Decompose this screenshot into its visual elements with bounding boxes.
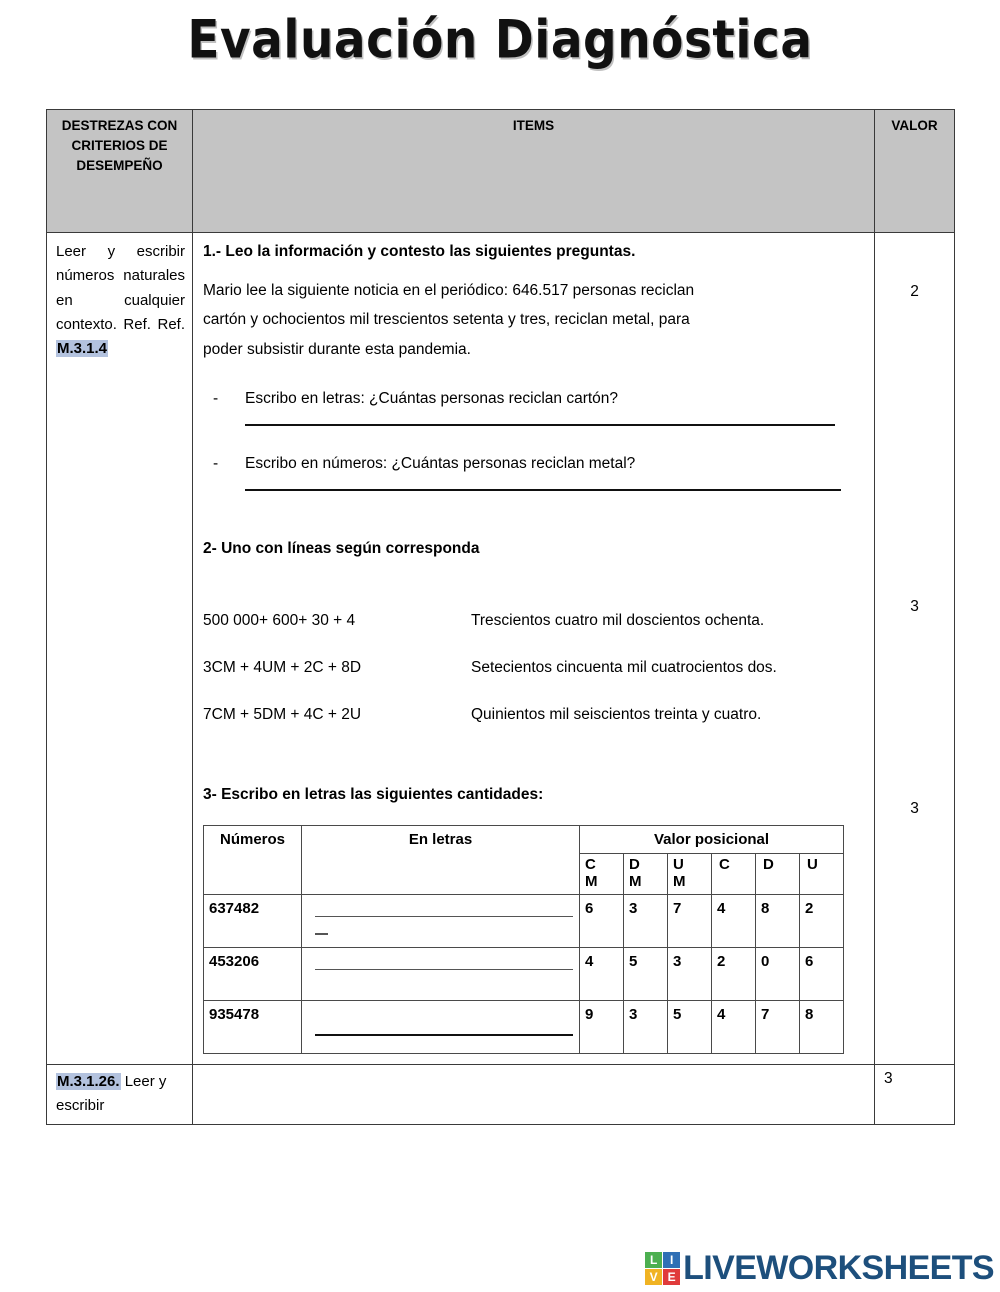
place-value-table [203,825,844,1054]
question-1-sub-a [203,388,860,410]
place-header-c: C [712,854,756,895]
table-row-criteria-2 [47,1064,955,1125]
digit-cell: 4 [580,947,624,1000]
place-header-u: U [800,854,844,895]
title-banner [0,0,1000,74]
logo-tile-i: I [663,1252,680,1268]
evaluation-table [46,109,955,1125]
table-row-criteria-1 [47,233,955,1065]
valor-score-1: 2 [910,283,919,300]
match-left-item[interactable]: 500 000+ 600+ 30 + 4 [203,611,356,629]
place-value-answer-cell[interactable] [302,947,580,1000]
place-value-header-row-1 [204,825,844,853]
place-header-d: D [756,854,800,895]
place-value-row [204,894,844,947]
place-value-numero: 453206 [204,947,302,1000]
inner-column-header-valor-posicional: Valor posicional [580,825,844,853]
place-header-cm-bottom: M [585,872,598,890]
column-header-destrezas: DESTREZAS CON CRITERIOS DE DESEMPEÑO [47,110,193,233]
logo-tiles-icon [645,1252,680,1285]
answer-line-1b[interactable] [245,489,841,491]
criteria-code-1: M.3.1.4 [57,340,108,358]
place-header-dm [624,854,668,895]
match-left-item[interactable]: 7CM + 5DM + 4C + 2U [203,705,362,723]
digit-cell: 7 [668,894,712,947]
criteria-text-2: Leer y escribir [56,1072,167,1114]
digit-cell: 3 [668,947,712,1000]
criteria-code-2: M.3.1.26. [57,1072,120,1090]
digit-cell: 4 [712,1000,756,1053]
place-value-numero: 935478 [204,1000,302,1053]
logo-tile-v: V [645,1269,662,1285]
logo-wordmark: LIVEWORKSHEETS [683,1249,994,1287]
valor-score-3: 3 [910,800,919,817]
inner-column-header-numeros: Números [204,825,302,894]
digit-cell: 2 [800,894,844,947]
page-title: Evaluación Diagnóstica [187,9,813,72]
match-row[interactable] [203,704,860,726]
place-value-answer-cell[interactable] [302,1000,580,1053]
match-row[interactable] [203,610,860,632]
place-value-numero: 637482 [204,894,302,947]
answer-line-row-1[interactable] [315,916,573,917]
question-3-heading: 3- Escribo en letras las siguientes cantidades: [203,785,544,803]
place-value-row [204,1000,844,1053]
criteria-cell-1 [47,233,193,1065]
match-right-item[interactable]: Quinientos mil seiscientos treinta y cuatro. [471,705,762,723]
answer-line-1a[interactable] [245,424,835,426]
digit-cell: 3 [624,894,668,947]
question-1-paragraph-line-2: cartón y ochocientos mil trescientos setenta y tres, reciclan metal, para [203,311,690,329]
digit-cell: 4 [712,894,756,947]
digit-cell: 9 [580,1000,624,1053]
digit-cell: 5 [668,1000,712,1053]
question-1-paragraph-line-3: poder subsistir durante esta pandemia. [203,340,471,358]
inner-column-header-enletras: En letras [302,825,580,894]
digit-cell: 8 [756,894,800,947]
logo-tile-l: L [645,1252,662,1268]
valor-score-2: 3 [910,598,919,615]
digit-cell: 0 [756,947,800,1000]
place-value-answer-cell[interactable] [302,894,580,947]
criteria-code-wrap-1 [56,337,185,361]
digit-cell: 2 [712,947,756,1000]
match-right-item[interactable]: Trescientos cuatro mil doscientos ochenta. [471,611,765,629]
question-2-match-list [203,610,860,726]
question-1-paragraph-line-1: Mario lee la siguiente noticia en el periódico: 646.517 personas reciclan [203,282,695,299]
digit-cell: 5 [624,947,668,1000]
place-header-um-bottom: M [673,872,686,890]
valor-cell-1 [875,233,955,1065]
match-row[interactable] [203,657,860,679]
answer-line-row-3[interactable] [315,1034,573,1036]
digit-cell: 6 [580,894,624,947]
items-cell [193,233,875,1065]
question-1-sub-a-text: Escribo en letras: ¿Cuántas personas reciclan cartón? [245,389,619,407]
match-left-item[interactable]: 3CM + 4UM + 2C + 8D [203,658,362,676]
answer-line-row-2[interactable] [315,969,573,970]
place-header-um [668,854,712,895]
valor-cell-2: 3 [875,1064,955,1125]
logo-tile-e: E [663,1269,680,1285]
place-header-um-top: U [673,856,684,874]
digit-cell: 7 [756,1000,800,1053]
liveworksheets-logo[interactable] [645,1248,994,1288]
criteria-cell-2 [47,1064,193,1125]
digit-cell: 6 [800,947,844,1000]
match-right-item[interactable]: Setecientos cincuenta mil cuatrocientos dos. [471,658,777,676]
place-header-dm-top: D [629,856,640,874]
answer-line-stub-row-1[interactable] [315,933,328,935]
place-header-cm-top: C [585,856,596,874]
question-2-heading: 2- Uno con líneas según corresponda [203,539,480,557]
question-1-sub-b [203,453,860,475]
place-value-row [204,947,844,1000]
place-header-cm [580,854,624,895]
digit-cell: 3 [624,1000,668,1053]
place-header-dm-bottom: M [629,872,642,890]
footer [0,1248,1000,1292]
digit-cell: 8 [800,1000,844,1053]
question-1-heading: 1.- Leo la información y contesto las siguientes preguntas. [203,243,636,260]
criteria-text-1: Leer y escribir números naturales en cualquier contexto. Ref. Ref. [56,243,185,333]
bullet-dash-icon: - [213,389,219,407]
column-header-items: ITEMS [193,110,875,233]
question-1-sub-b-text: Escribo en números: ¿Cuántas personas reciclan metal? [245,454,636,472]
bullet-dash-icon: - [213,454,219,472]
column-header-valor: VALOR [875,110,955,233]
table-header-row [47,110,955,233]
items-cell-2 [193,1064,875,1125]
